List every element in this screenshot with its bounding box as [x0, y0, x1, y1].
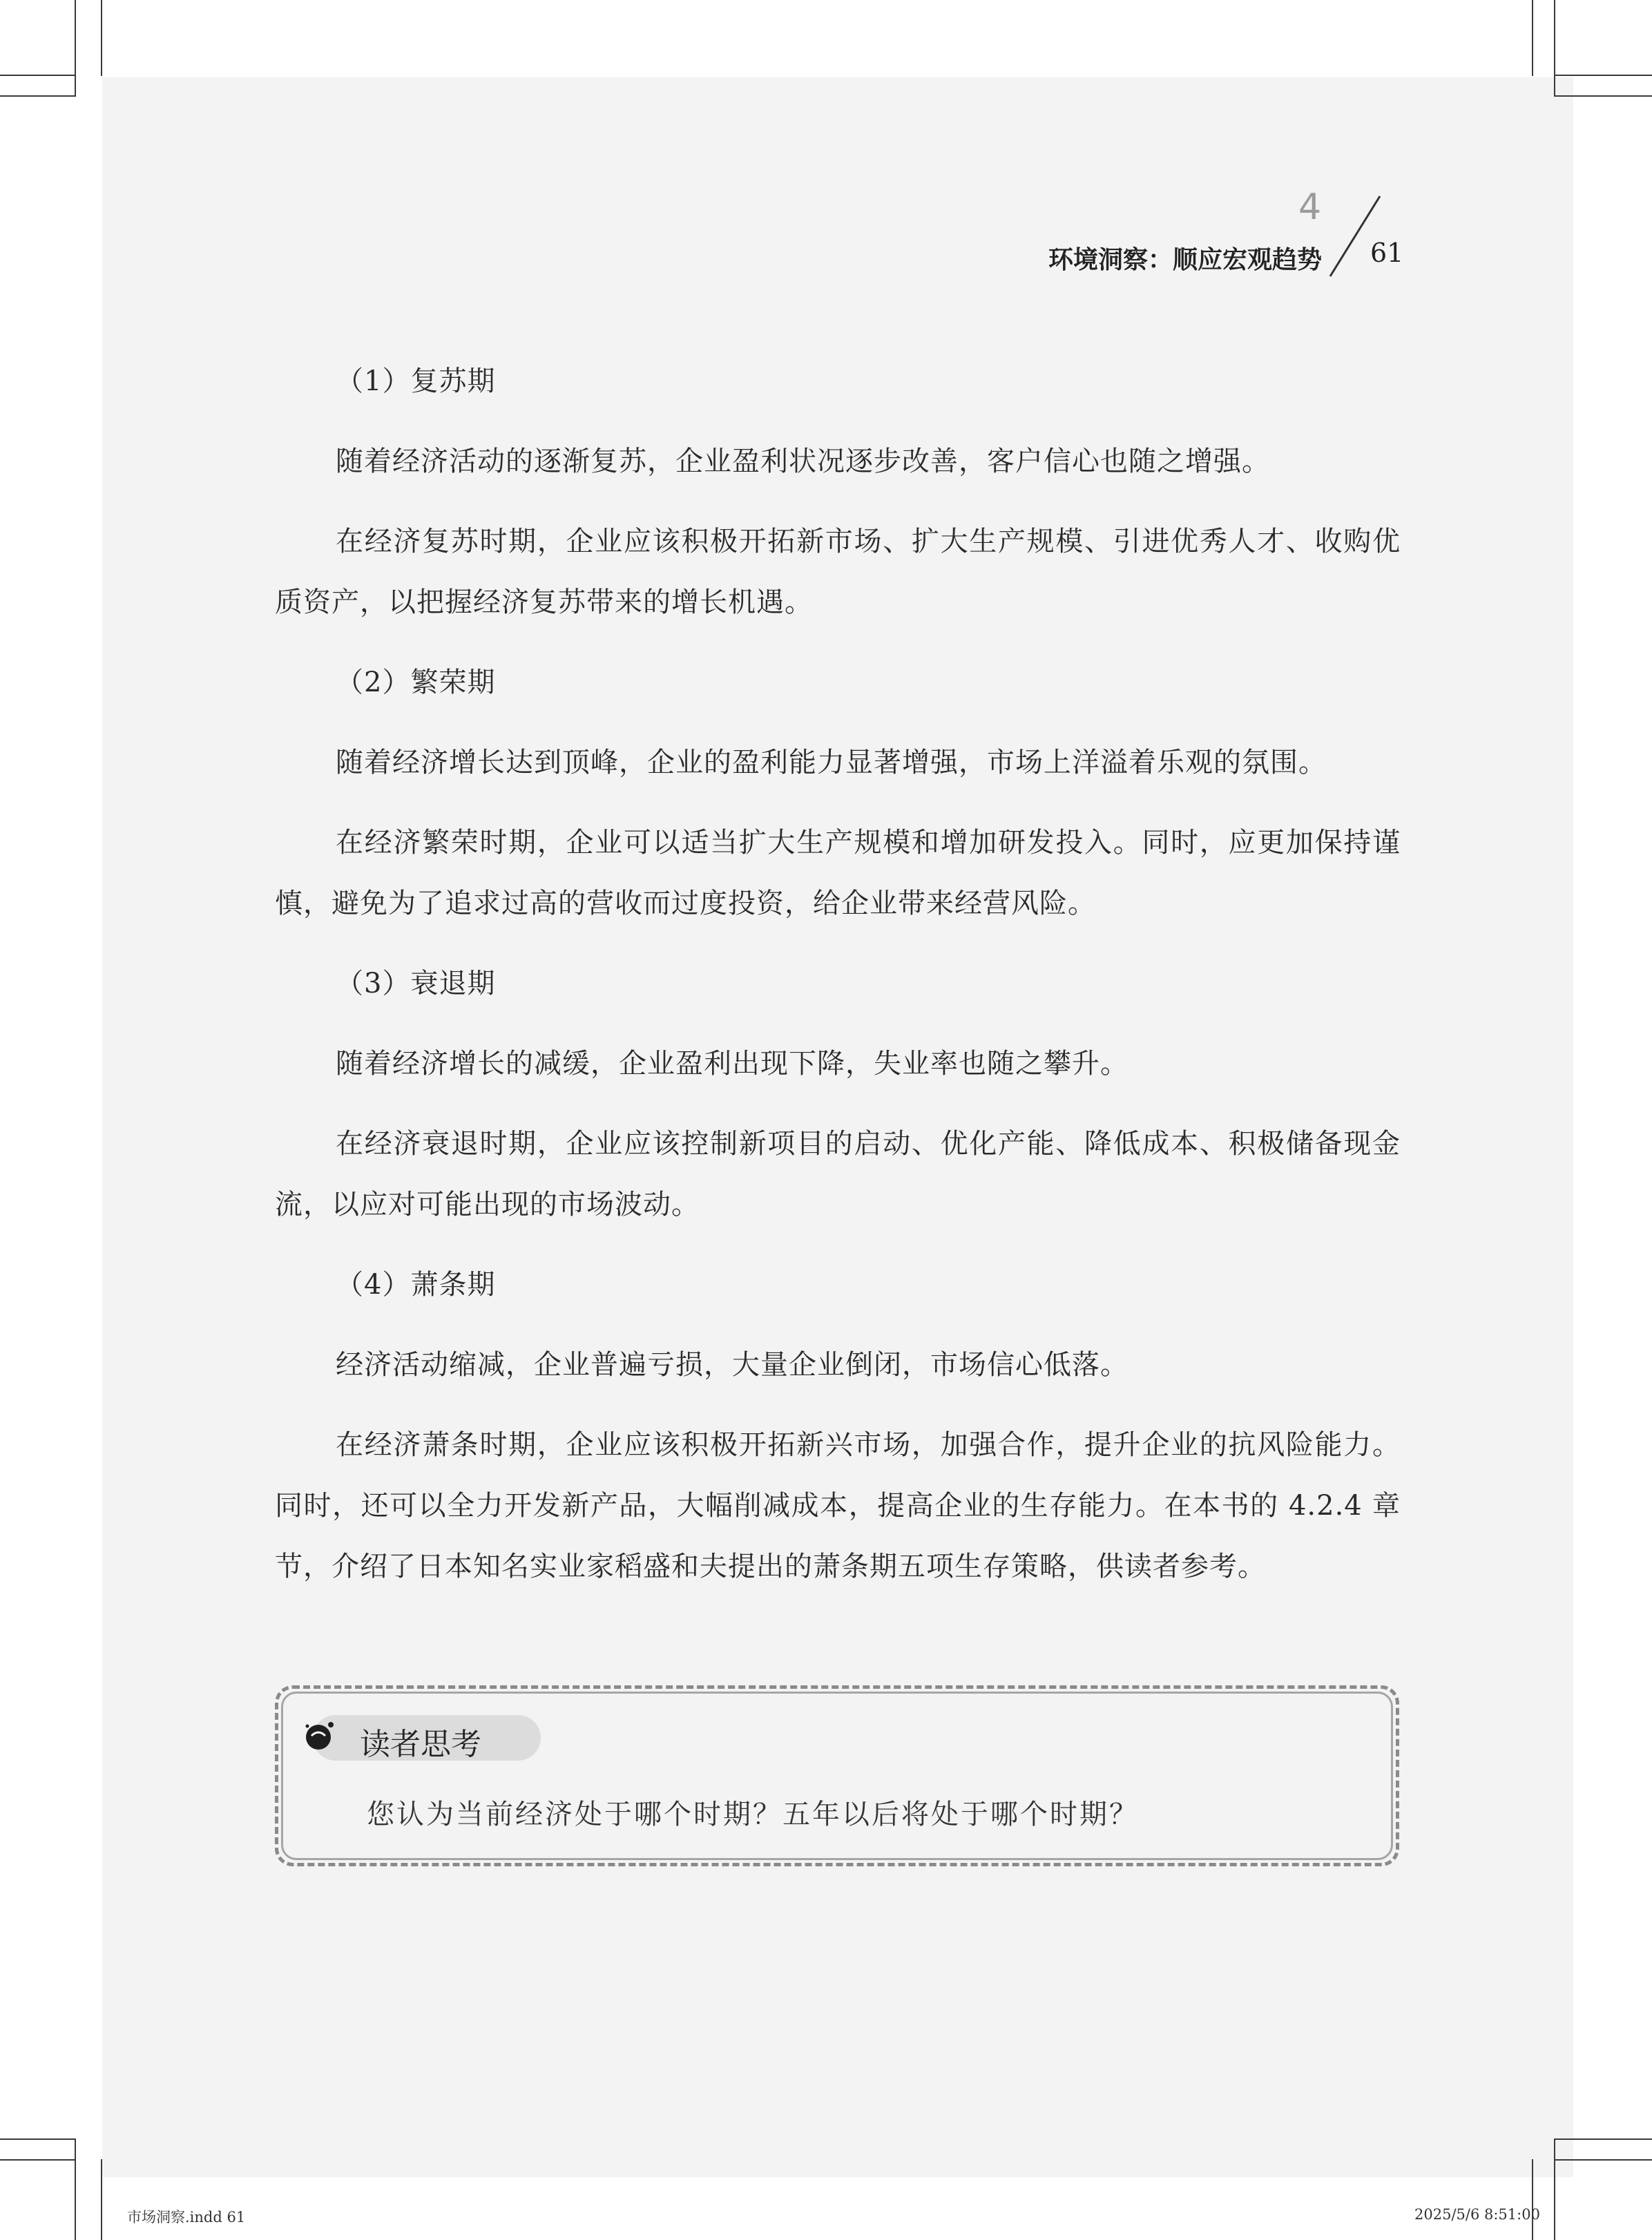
reader-thinking-box	[275, 1685, 1399, 1866]
crop-mark-br-v	[1554, 2138, 1555, 2240]
section-heading-depression: （4）萧条期	[336, 1269, 496, 1301]
crop-mark-br-v2	[1532, 2159, 1533, 2240]
crop-mark-br-h	[1554, 2138, 1652, 2140]
paragraph: 在经济复苏时期，企业应该积极开拓新市场、扩大生产规模、引进优秀人才、收购优质资产，以把握经济复苏带来的增长机遇。	[275, 526, 1401, 618]
chapter-number: 4	[1298, 186, 1322, 228]
paragraph: 随着经济增长的减缓，企业盈利出现下降，失业率也随之攀升。	[336, 1048, 1128, 1080]
paragraph: 在经济萧条时期，企业应该积极开拓新兴市场，加强合作，提升企业的抗风险能力。同时，还可以全力开发新产品，大幅削减成本，提高企业的生存能力。在本书的 4.2.4 章节，介绍了日本知名实业家稻盛和夫提出的萧条期五项生存策略，供读者参考。	[275, 1429, 1401, 1582]
section-heading-recession: （3）衰退期	[336, 968, 496, 999]
paragraph: 随着经济增长达到顶峰，企业的盈利能力显著增强，市场上洋溢着乐观的氛围。	[336, 747, 1327, 778]
paragraph: 在经济衰退时期，企业应该控制新项目的启动、优化产能、降低成本、积极储备现金流，以应对可能出现的市场波动。	[275, 1128, 1401, 1220]
section-heading-prosperity: （2）繁荣期	[336, 667, 496, 698]
crop-mark-bl-v	[75, 2138, 76, 2240]
chapter-title: 环境洞察：顺应宏观趋势	[1048, 246, 1323, 274]
box-title: 读者思考	[360, 1727, 481, 1762]
section-heading-recovery: （1）复苏期	[336, 365, 496, 397]
footer-timestamp: 2025/5/6 8:51:00	[1414, 2206, 1540, 2223]
crop-mark-bl-h2	[0, 2159, 76, 2161]
paragraph: 随着经济活动的逐渐复苏，企业盈利状况逐步改善，客户信心也随之增强。	[336, 446, 1270, 477]
crop-mark-bl-v2	[101, 2159, 102, 2240]
footer-file-label: 市场洞察.indd 61	[127, 2209, 246, 2225]
paragraph: 经济活动缩减，企业普遍亏损，大量企业倒闭，市场信心低落。	[336, 1349, 1128, 1381]
crop-mark-bl-h	[0, 2138, 76, 2140]
paragraph: 在经济繁荣时期，企业可以适当扩大生产规模和增加研发投入。同时，应更加保持谨慎，避免为了追求过高的营收而过度投资，给企业带来经营风险。	[275, 827, 1401, 919]
crop-mark-br-h2	[1554, 2159, 1652, 2161]
body-text	[275, 351, 1401, 1616]
thinking-head-icon	[302, 1719, 336, 1754]
box-question: 您认为当前经济处于哪个时期？五年以后将处于哪个时期？	[367, 1799, 1139, 1830]
page-number: 61	[1370, 238, 1404, 268]
header-slash	[0, 0, 1652, 304]
